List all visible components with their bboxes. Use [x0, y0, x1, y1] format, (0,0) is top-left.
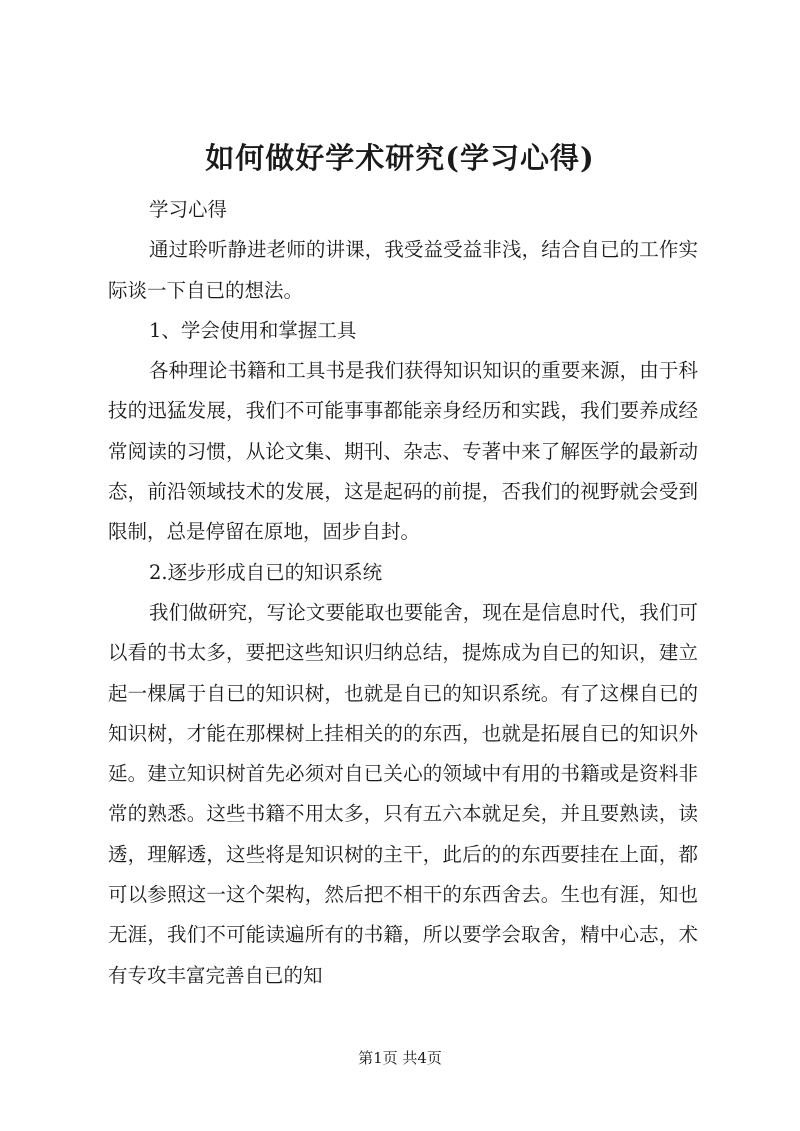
paragraph-intro: 通过聆听静进老师的讲课，我受益受益非浅，结合自已的工作实际谈一下自已的想法。 — [108, 238, 698, 302]
section-heading-2: 2.逐步形成自已的知识系统 — [149, 560, 383, 584]
paragraph-subtitle: 学习心得 — [149, 198, 228, 221]
document-body — [108, 190, 698, 996]
paragraph-knowledge-system: 我们做研究，写论文要能取也要能舍，现在是信息时代，我们可以看的书太多，要把这些知识归纳总结，提炼成为自已的知识，建立起一棵属于自已的知识树，也就是自已的知识系统。有了这棵自已的知识树，才能在那棵树上挂相关的的东西，也就是拓展自已的知识外延。建立知识树首先必须对自已关心的领域中有用的书籍或是资料非常的熟悉。这些书籍不用太多，只有五六本就足矣，并且要熟读，读透，理解透，这些将是知识树的主干，此后的的东西要挂在上面，都可以参照这一这个架构，然后把不相干的东西舍去。生也有涯，知也无涯，我们不可能读遍所有的书籍，所以要学会取舍，精中心志，术有专攻丰富完善自已的知 — [108, 600, 698, 987]
paragraph-tools: 各种理论书籍和工具书是我们获得知识知识的重要来源，由于科技的迅猛发展，我们不可能事事都能亲身经历和实践，我们要养成经常阅读的习惯，从论文集、期刊、杂志、专著中来了解医学的最新动态，前沿领域技术的发展，这是起码的前提，否我们的视野就会受到限制，总是停留在原地，固步自封。 — [108, 359, 698, 544]
section-heading-1: 1、学会使用和掌握工具 — [149, 318, 357, 342]
page-number-footer: 第1页 共4页 — [358, 1049, 442, 1067]
document-title: 如何做好学术研究(学习心得) — [205, 141, 595, 175]
